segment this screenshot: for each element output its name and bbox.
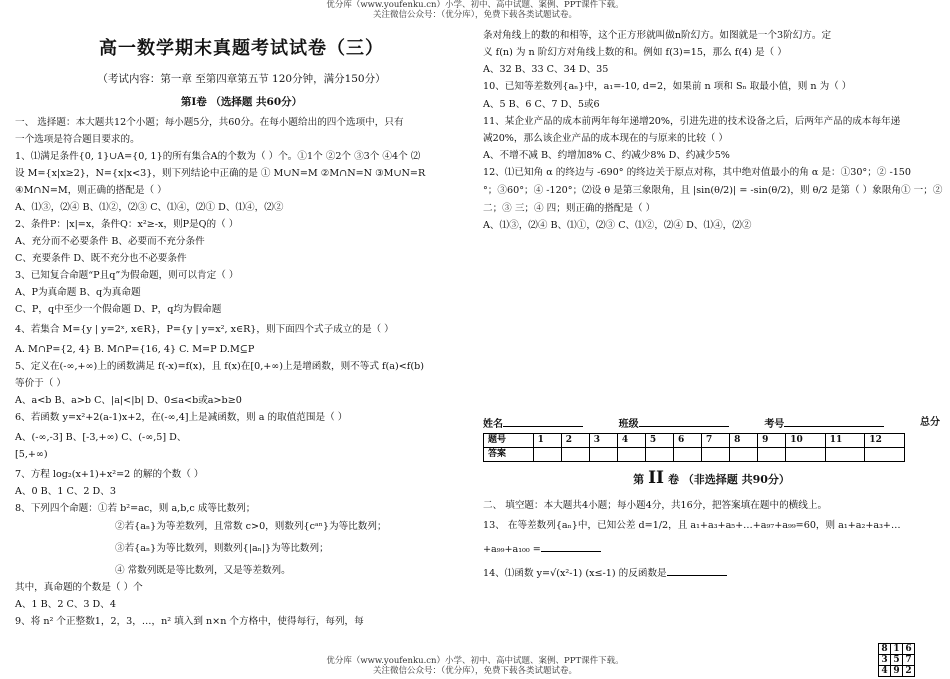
question-11-options: A、不增不减 B、约增加8% C、约减少8% D、约减少5% (483, 149, 730, 161)
answer-cell[interactable] (673, 448, 701, 462)
question-12: 12、⑴已知角 α 的终边与 -690° 的终边关于原点对称，其中绝对值最小的角 α 是：①30°；② -150 (483, 166, 912, 178)
section-one-intro-cont: 一个选项是符合题目要求的。 (15, 133, 140, 145)
name-label: 姓名 (483, 417, 583, 432)
answer-table-number: 2 (561, 434, 589, 448)
question-12-cont: °；③60°；④ -120°；⑵设 θ 是第三象限角，且 |sin(θ/2)| = -sin(θ/2)，则 θ/2 是第（ ）象限角① 一；② (483, 184, 943, 196)
answer-cell[interactable] (617, 448, 645, 462)
spacer (483, 237, 940, 417)
question-3-options-cd: C、P，q中至少一个假命题 D、P，q均为假命题 (15, 303, 222, 315)
question-9-cont2: 义 f(n) 为 n 阶幻方对角线上数的和。例如 f(3)=15，那么 f(4) 是（ ） (483, 46, 787, 58)
magic-square-cell: 5 (891, 655, 903, 666)
question-2-options-cd: C、充要条件 D、既不充分也不必要条件 (15, 252, 187, 264)
magic-square-cell: 1 (891, 644, 903, 655)
question-12-options: A、⑴③，⑵④ B、⑴①，⑵③ C、⑴②，⑵④ D、⑴④，⑵② (483, 219, 752, 231)
question-3-options-ab: A、P为真命题 B、q为真命题 (15, 286, 141, 298)
question-11-cont: 减20%，那么该企业产品的成本现在的与原来的比较（ ） (483, 132, 729, 144)
question-5: 5、定义在(-∞,+∞)上的函数满足 f(-x)=f(x)，且 f(x)在[0,+∞)上是增函数，则不等式 f(a)<f(b) (15, 360, 424, 372)
question-13: 13、 在等差数列{aₙ}中，已知公差 d=1/2，且 a₁+a₃+a₅+…+a₉₇+a₉₉=60，则 a₁+a₂+a₃+… (483, 519, 901, 531)
question-6: 6、若函数 y=x²+2(a-1)x+2，在(-∞,4]上是减函数，则 a 的取值范围是（ ） (15, 412, 348, 424)
answer-table-number: 7 (702, 434, 730, 448)
question-7: 7、方程 log₂(x+1)+x²=2 的解的个数（ ） (15, 469, 204, 481)
magic-square-cell: 8 (879, 644, 891, 655)
question-1-cont: 设 M={x|x≥2}，N={x|x<3}，则下列结论中正确的是 ① M∪N=M ②M∩N=N ③M∪N=R (15, 167, 426, 179)
answer-table (483, 433, 905, 462)
header-line-1: 优分库（www.youfenku.cn）小学、初中、高中试题、案例、PPT课件下载。 (326, 0, 624, 10)
question-8-prop-4: ④ 常数列既是等比数列，又是等差数列。 (115, 565, 291, 577)
question-9-options: A、32 B、33 C、34 D、35 (483, 63, 609, 75)
question-9: 9、将 n² 个正整数1，2，3，…，n² 填入到 n×n 个方格中，使得每行，每列，每 (15, 616, 364, 628)
answer-table-row2-label: 答案 (484, 448, 534, 462)
question-4-options: A. M∩P={2, 4} B. M∩P={16, 4} C. M=P D.M⊆P (15, 343, 255, 355)
answer-cell[interactable] (786, 448, 826, 462)
class-label: 班级 (619, 417, 729, 432)
number-label: 考号 (764, 417, 884, 432)
score-label: 总分 (919, 416, 940, 428)
question-6-options-cont: [5,+∞) (15, 449, 48, 461)
footer-line-1: 优分库（www.youfenku.cn）小学、初中、高中试题、案例、PPT课件下载。 (326, 656, 624, 666)
answer-blank-13[interactable] (541, 542, 601, 552)
question-13-cont: +a₉₉+a₁₀₀ = (483, 542, 940, 556)
part-one-heading: 第Ⅰ卷 （选择题 共60分） (180, 95, 303, 108)
answer-cell[interactable] (561, 448, 589, 462)
question-1-cont2: ④M∩N=M，则正确的搭配是（ ） (15, 184, 167, 196)
magic-square-cell: 3 (879, 655, 891, 666)
header-line-2: 关注微信公众号：（优分库），免费下载各类试题试卷。 (372, 10, 577, 21)
answer-table-header-row (484, 434, 905, 448)
student-info-bar (483, 417, 940, 432)
magic-square-cell: 6 (903, 644, 915, 655)
page-footer (0, 656, 950, 676)
question-3: 3、已知复合命题“P且q”为假命题，则可以肯定（ ） (15, 269, 239, 281)
answer-table-number: 12 (865, 434, 905, 448)
question-1: 1、⑴满足条件{0, 1}∪A={0, 1}的所有集合A的个数为（ ）个。①1个 ②2个 ③3个 ④4个 ⑵ (15, 150, 421, 162)
footer-line-2: 关注微信公众号：（优分库），免费下载各类试题试卷。 (372, 666, 577, 677)
question-14: 14、⑴函数 y=√(x²-1) (x≤-1) 的反函数是 (483, 566, 940, 580)
answer-blank-14[interactable] (667, 566, 727, 576)
question-4: 4、若集合 M={y | y=2ˣ, x∈R}，P={y | y=x², x∈R}，则下面四个式子成立的是（ ） (15, 323, 394, 335)
answer-cell[interactable] (758, 448, 786, 462)
exam-scope: （考试内容：第一章 至第四章第五节 120分钟，满分150分） (97, 72, 386, 85)
answer-cell[interactable] (533, 448, 561, 462)
magic-square-cell: 2 (903, 666, 915, 677)
question-8-prop-3: ③若{aₙ}为等比数列，则数列{|aₙ|}为等比数列； (115, 543, 329, 555)
answer-cell[interactable] (825, 448, 865, 462)
answer-table-number: 5 (645, 434, 673, 448)
question-8-options: A、1 B、2 C、3 D、4 (15, 599, 116, 611)
answer-table-number: 3 (589, 434, 617, 448)
answer-cell[interactable] (865, 448, 905, 462)
magic-square-cell: 9 (891, 666, 903, 677)
answer-cell[interactable] (645, 448, 673, 462)
answer-table-number: 8 (730, 434, 758, 448)
question-10: 10、已知等差数列{aₙ}中，a₁=-10, d=2，如果前 n 项和 Sₙ 取最小值，则 n 为（ ） (483, 80, 852, 92)
question-10-options: A、5 B、6 C、7 D、5或6 (483, 98, 600, 110)
right-column (483, 30, 943, 585)
answer-table-row1-label: 题号 (484, 434, 534, 448)
answer-table-number: 11 (825, 434, 865, 448)
page-header (0, 0, 950, 20)
answer-cell[interactable] (702, 448, 730, 462)
question-12-cont2: 二；③ 三；④ 四；则正确的搭配是（ ） (483, 202, 656, 214)
answer-cell[interactable] (589, 448, 617, 462)
part-two-heading: 第 II 卷 （非选择题 共90分） (633, 468, 790, 489)
question-8-prop-2: ②若{aₙ}为等差数列，且常数 c>0，则数列{cᵃⁿ}为等比数列； (115, 521, 387, 533)
answer-table-number: 9 (758, 434, 786, 448)
left-column (15, 30, 468, 633)
answer-table-number: 6 (673, 434, 701, 448)
magic-square-cell: 7 (903, 655, 915, 666)
question-5-options: A、a<b B、a>b C、|a|<|b| D、0≤a<b或a>b≥0 (15, 394, 242, 406)
answer-table-number: 10 (786, 434, 826, 448)
answer-cell[interactable] (730, 448, 758, 462)
question-5-cont: 等价于（ ） (15, 377, 67, 389)
question-8: 8、下列四个命题：①若 b²=ac，则 a,b,c 成等比数列； (15, 503, 256, 515)
question-6-options: A、(-∞,-3] B、[-3,+∞) C、(-∞,5] D、 (15, 432, 187, 444)
question-8-ask: 其中，真命题的个数是（ ）个 (15, 582, 143, 594)
magic-square-cell: 4 (879, 666, 891, 677)
question-11: 11、某企业产品的成本前两年每年递增20%，引进先进的技术设备之后，后两年产品的成本每年递 (483, 115, 901, 127)
answer-table-answer-row (484, 448, 905, 462)
section-one-intro: 一、 选择题：本大题共12个小题；每小题5分，共60分。在每小题给出的四个选项中，只有 (15, 116, 404, 128)
question-7-options: A、0 B、1 C、2 D、3 (15, 486, 116, 498)
answer-table-number: 1 (533, 434, 561, 448)
question-2: 2、条件P：|x|=x，条件Q：x²≥-x，则P是Q的（ ） (15, 218, 239, 230)
exam-title: 高一数学期末真题考试试卷（三） (99, 38, 384, 59)
question-9-cont: 条对角线上的数的和相等，这个正方形就叫做n阶幻方。如图就是一个3阶幻方。定 (483, 30, 832, 41)
section-two-intro: 二、 填空题：本大题共4小题；每小题4分，共16分，把答案填在题中的横线上。 (483, 499, 828, 511)
question-2-options-ab: A、充分而不必要条件 B、必要而不充分条件 (15, 235, 205, 247)
question-1-options: A、⑴③，⑵④ B、⑴②，⑵③ C、⑴④，⑵① D、⑴④，⑵② (15, 201, 284, 213)
answer-table-number: 4 (617, 434, 645, 448)
